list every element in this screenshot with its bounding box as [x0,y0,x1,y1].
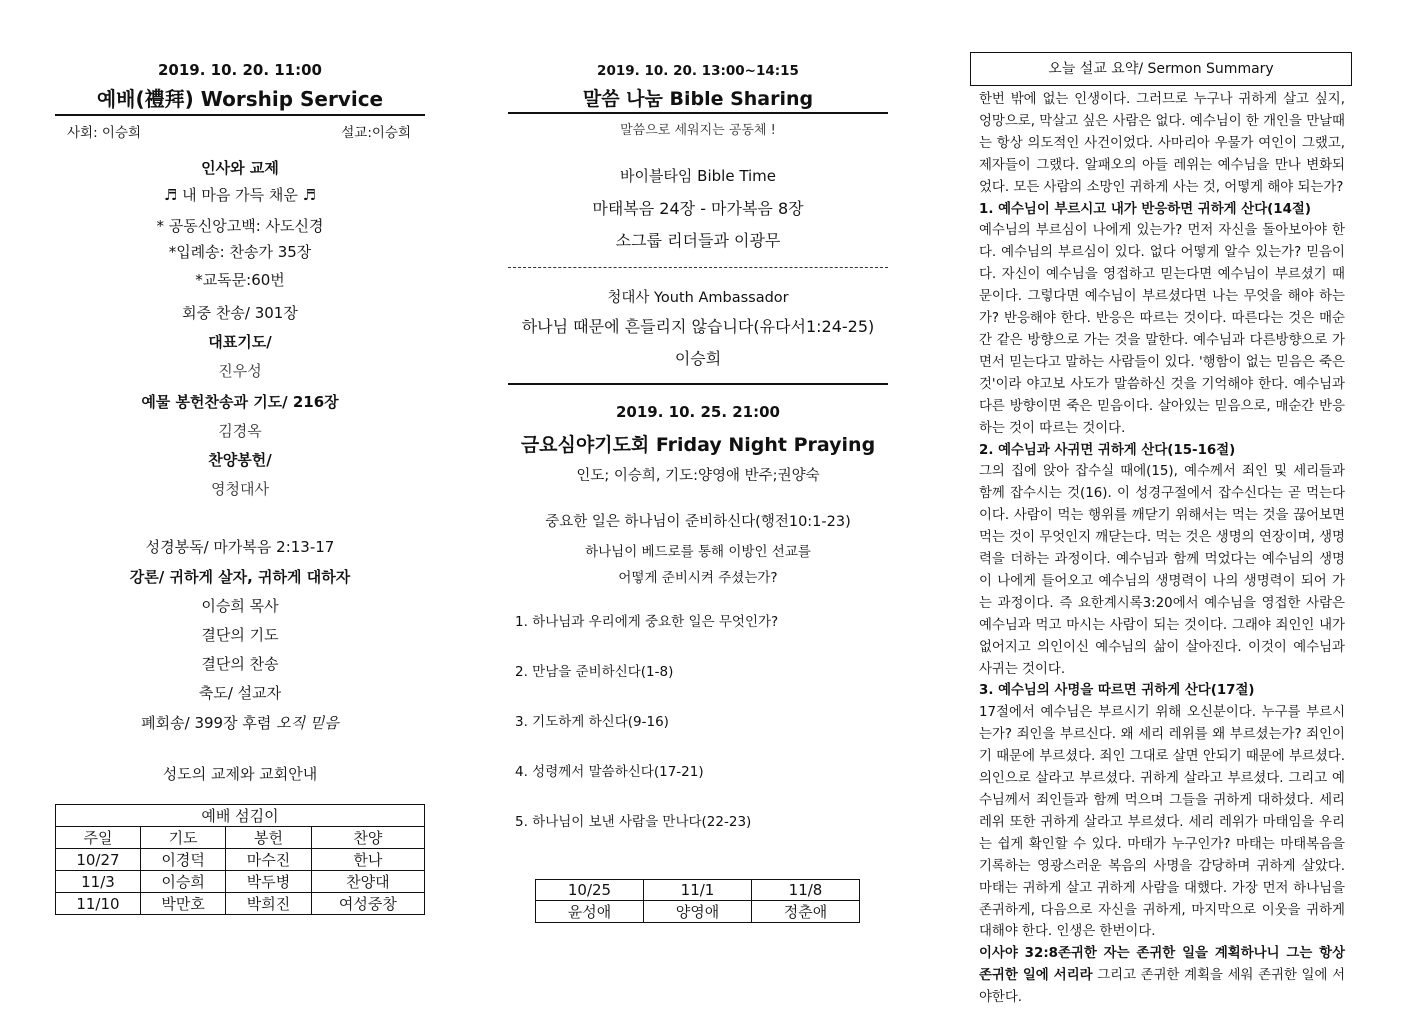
order-decision-prayer: 결단의 기도 [201,626,279,644]
sermon-section-1-text: 예수님의 부르심이 나에게 있는가? 먼저 자신을 돌아보아야 한다. 예수님의 부르심이 있다. 없다 어떻게 알수 있는가? 믿음이다. 자신이 예수님을 영접하고 믿는다면 예수님이 부르셨기 때문이다. 그렇다면 예수님이 부르셨다면 나는 무엇을 해야 하는가? 반응해야 한다. 반응은 따르는 것이다. 따른다는 것은 매순간 같은 방향으로 가는 것을 말한다. 예수님과 다른방향으로 가면서 믿는다고 말하는 사람들이 있다. '행함이 없는 믿음은 죽은 것'이라 야고보 사도가 말씀하신 것을 기억해야 한다. 예수님과 다른 방향이면 죽은 믿음이다. 살아있는 믿음으로, 매순간 반응하는 것이 따르는 것이다. [979,223,1345,436]
serve-header-praise: 찬양 [311,827,424,849]
table-cell: 11/1 [644,880,752,901]
order-prayer: 대표기도/ [208,333,272,351]
bible-time-label: 바이블타임 Bible Time [619,167,777,185]
order-sermon-pastor: 이승희 목사 [201,597,279,615]
order-decision-hymn: 결단의 찬송 [201,655,279,673]
table-row [56,849,425,871]
worship-leader: 사회: 이승희 [67,125,142,141]
serve-table-wrap [55,804,425,915]
table-cell: 윤성애 [536,901,644,923]
sharing-title: 말씀 나눔 Bible Sharing [582,88,814,110]
table-cell: 정춘애 [752,901,860,923]
order-offering-person: 김경옥 [218,422,262,440]
friday-schedule-wrap [535,879,860,923]
table-cell: 한나 [311,849,424,871]
order-congregational-hymn: 회중 찬송/ 301장 [182,304,298,322]
table-cell: 마수진 [226,849,311,871]
table-cell: 10/27 [56,849,141,871]
sermon-closing-rest: 그리고 존귀한 계획을 세워 존귀한 일에 서야한다. [979,968,1345,1006]
order-offering: 예물 봉헌찬송과 기도/ 216장 [141,393,339,411]
table-cell: 여성중창 [311,893,424,915]
table-cell: 박만호 [140,893,225,915]
table-cell: 11/3 [56,871,141,893]
serve-table-title: 예배 섬김이 [56,805,425,827]
order-praise-song: ♬ 내 마음 가득 채운 ♬ [163,186,317,204]
sermon-closing [970,943,1353,1009]
friday-question-1: 하나님이 베드로를 통해 이방인 선교를 [585,544,811,560]
bible-time-text: 마태복음 24장 - 마가복음 8장 [592,199,804,218]
youth-text: 하나님 때문에 흔들리지 않습니다(유다서1:24-25) [521,317,875,336]
friday-point-5: 5. 하나님이 보낸 사람을 만나다(22-23) [515,814,752,830]
bible-time-leaders: 소그룹 리더들과 이광무 [615,231,781,250]
sharing-motto: 말씀으로 세워지는 공동체 ! [620,123,776,138]
order-responsive-reading: *교독문:60번 [195,271,285,289]
friday-date: 2019. 10. 25. 21:00 [615,403,780,421]
worship-preacher: 설교:이승희 [341,125,411,141]
table-cell: 10/25 [536,880,644,901]
sermon-section-3-text: 17절에서 예수님은 부르시기 위해 오신분이다. 누구를 부르시는가? 죄인을 부르신다. 왜 세리 레위를 왜 부르셨는가? 죄인이기 때문에 부르셨다. 죄인 그대로 살면 안되기 때문에 부르셨다. 의인으로 살라고 부르셨다. 귀하게 살라고 부르셨다. 그리고 예수님께서 죄인들과 함께 먹으며 그들을 귀하게 대하셨다. 세리 레위 또한 귀하게 살라고 부르셨다. 세리 레위가 마태임을 우리는 쉽게 확인할 수 있다. 마태가 누구인가? 마태는 마태복음을 기록하는 영광스러운 복음의 사명을 감당하며 귀하게 살았다. 마태는 귀하게 살고 귀하게 사람을 대했다. 가장 먼저 하나님을 존귀하게, 다음으로 자신을 귀하게, 마지막으로 이웃을 귀하게 대해야 한다. 인생은 한번이다. [979,705,1345,940]
sermon-section-1-title: 1. 예수님이 부르시고 내가 반응하면 귀하게 산다(14절) [979,201,1311,217]
friday-question-2: 어떻게 준비시켜 주셨는가? [618,570,778,586]
dashed-divider [508,267,888,268]
worship-date: 2019. 10. 20. 11:00 [157,61,322,79]
friday-point-1: 1. 하나님과 우리에게 중요한 일은 무엇인가? [515,614,779,630]
sermon-section-3-title: 3. 예수님의 사명을 따르면 귀하게 산다(17절) [979,683,1255,699]
order-creed: * 공동신앙고백: 사도신경 [156,217,324,235]
sharing-title-rule [508,112,888,114]
friday-staff: 인도; 이승희, 기도:양영애 반주;권양숙 [576,468,820,484]
order-anthem-choir: 영청대사 [211,480,269,498]
order-entrance-hymn: *입례송: 찬송가 35장 [168,243,312,261]
friday-schedule-table [535,879,860,923]
table-cell: 이경덕 [140,849,225,871]
order-anthem: 찬양봉헌/ [208,451,272,469]
table-cell: 양영애 [644,901,752,923]
friday-theme: 중요한 일은 하나님이 준비하신다(행전10:1-23) [545,514,851,530]
table-cell: 박두병 [226,871,311,893]
order-sermon: 강론/ 귀하게 살자, 귀하게 대하자 [129,568,351,586]
sermon-closing-verse: 이사야 32:8존귀한 자는 존귀한 일을 계획하나니 그는 항상 존귀한 일에 서리라 [979,946,1345,984]
order-closing-hymn-label: 폐회송/ 399장 후렴 [141,714,272,732]
friday-point-4: 4. 성령께서 말씀하신다(17-21) [515,764,704,780]
table-cell: 11/8 [752,880,860,901]
order-closing-hymn [55,709,425,738]
order-prayer-person: 진우성 [218,362,262,380]
friday-title: 금요심야기도회 Friday Night Praying [520,434,876,456]
serve-table [55,804,425,915]
serve-header-sunday: 주일 [56,827,141,849]
serve-header-prayer: 기도 [140,827,225,849]
order-closing-hymn-refrain: 오직 믿음 [276,714,339,732]
order-scripture: 성경봉독/ 마가복음 2:13-17 [145,538,335,556]
sermon-section-2-title: 2. 예수님과 사귀면 귀하게 산다(15-16절) [979,442,1236,458]
table-row [536,880,860,901]
order-fellowship: 성도의 교제와 교회안내 [162,765,318,783]
youth-name: 이승희 [674,349,722,368]
table-cell: 박희진 [226,893,311,915]
table-row [56,871,425,893]
order-benediction: 축도/ 설교자 [198,684,282,702]
friday-point-3: 3. 기도하게 하신다(9-16) [515,714,669,730]
order-greeting: 인사와 교제 [201,159,279,177]
table-cell: 찬양대 [311,871,424,893]
table-row [56,893,425,915]
sermon-intro: 한번 밖에 없는 인생이다. 그러므로 누구나 귀하게 살고 싶지, 엉망으로, 막살고 싶은 사람은 없다. 예수님이 한 개인을 만날때는 항상 의도적인 사건이었다. 사마리아 우물가 여인이 그랬고, 제자들이 그랬다. 알패오의 아들 레위는 예수님을 만나 변화되었다. 모든 사람의 소망인 귀하게 사는 것, 어떻게 해야 되는가? [979,92,1345,195]
sermon-title: 오늘 설교 요약/ Sermon Summary [970,52,1352,86]
sermon-section-2-text: 그의 집에 앉아 잡수실 때에(15), 예수께서 죄인 및 세리들과 함께 잡수시는 것(16). 이 성경구절에서 잡수신다는 곧 먹는다이다. 사람이 먹는 행위를 깨닫기 위해서는 먹는 것을 끊어보면 먹는 것이 무엇인지 깨닫는다. 먹는 것은 생명의 연장이며, 생명력을 더하는 과정이다. 예수님과 함께 먹었다는 예수님의 생명이 나에게 들어오고 예수님의 생명력이 나의 생명력이 되어 가는 과정이다. 즉 요한계시록3:20에서 예수님을 영접한 사람은 예수님과 먹고 마시는 사람이 되는 것이다. 그래야 죄인인 내가 없어지고 의인이신 예수님의 삶이 살아진다. 이것이 예수님과 사귀는 것이다. [979,464,1345,677]
friday-point-2: 2. 만남을 준비하신다(1-8) [515,664,674,680]
table-row [536,901,860,923]
sharing-date: 2019. 10. 20. 13:00~14:15 [597,63,799,79]
friday-rule [508,383,888,385]
table-cell: 이승희 [140,871,225,893]
sermon-body [970,89,1353,1009]
youth-label: 청대사 Youth Ambassador [607,290,789,306]
worship-title-rule [55,114,425,116]
worship-title: 예배(禮拜) Worship Service [96,87,384,111]
table-cell: 11/10 [56,893,141,915]
serve-header-offering: 봉헌 [226,827,311,849]
